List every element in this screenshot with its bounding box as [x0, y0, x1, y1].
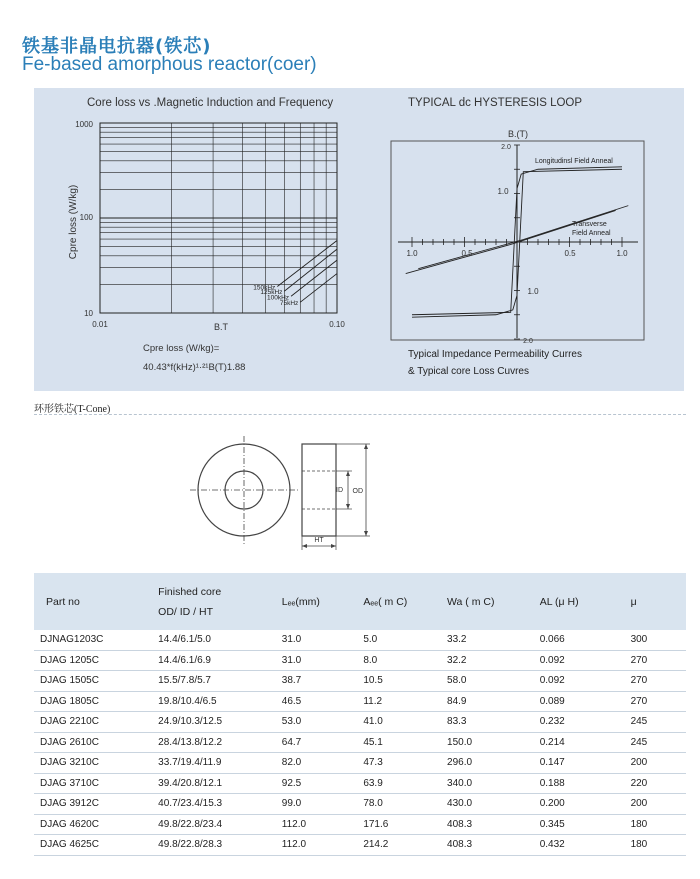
table-cell: 270: [625, 691, 686, 712]
table-cell: 38.7: [276, 671, 358, 692]
table-cell: 39.4/20.8/12.1: [152, 773, 276, 794]
series-label-100kHz: 100kHz: [267, 294, 290, 302]
table-cell: 33.7/19.4/11.9: [152, 753, 276, 774]
table-cell: 40.7/23.4/15.3: [152, 794, 276, 815]
header-wa: Wa ( m C): [441, 573, 534, 630]
header-finished-line-1: Finished core: [158, 585, 222, 598]
table-cell: DJAG 3912C: [34, 794, 152, 815]
table-cell: 83.3: [441, 712, 534, 733]
dim-id-label: ID: [336, 487, 343, 494]
table-header-row: [34, 573, 686, 630]
core-loss-ylabel: Cpre loss (W/kg): [68, 184, 79, 260]
hysteresis-chart: [0, 0, 700, 400]
table-cell: 296.0: [441, 753, 534, 774]
table-row: [34, 814, 686, 835]
table-cell: 15.5/7.8/5.7: [152, 671, 276, 692]
table-cell: 14.4/6.1/5.0: [152, 630, 276, 650]
table-row: [34, 732, 686, 753]
table-row: [34, 671, 686, 692]
table-cell: 64.7: [276, 732, 358, 753]
table-cell: DJAG 3210C: [34, 753, 152, 774]
table-cell: 245: [625, 732, 686, 753]
dim-ht-label: HT: [314, 537, 324, 544]
table-cell: 0.066: [534, 630, 625, 650]
table-cell: 0.089: [534, 691, 625, 712]
header-finished-line-2: OD/ ID / HT: [158, 605, 214, 618]
table-cell: 180: [625, 835, 686, 856]
table-cell: 41.0: [357, 712, 441, 733]
header-finished-core: [152, 573, 276, 630]
table-cell: 82.0: [276, 753, 358, 774]
y-tick-100: 100: [79, 213, 93, 222]
hy-x-left: 1.0: [406, 249, 418, 258]
table-cell: 300: [625, 630, 686, 650]
table-cell: 28.4/13.8/12.2: [152, 732, 276, 753]
table-cell: 0.092: [534, 671, 625, 692]
hy-x-left-mid: 0.5: [461, 249, 473, 258]
table-cell: 245: [625, 712, 686, 733]
hysteresis-chart-title: TYPICAL dc HYSTERESIS LOOP: [408, 97, 583, 109]
table-cell: 32.2: [441, 650, 534, 671]
table-cell: 49.8/22.8/28.3: [152, 835, 276, 856]
table-cell: 14.4/6.1/6.9: [152, 650, 276, 671]
table-row: [34, 753, 686, 774]
table-cell: DJAG 4620C: [34, 814, 152, 835]
table-cell: DJNAG1203C: [34, 630, 152, 650]
table-cell: 63.9: [357, 773, 441, 794]
table-cell: 214.2: [357, 835, 441, 856]
page-title-english: Fe-based amorphous reactor(coer): [22, 54, 317, 75]
table-cell: 0.345: [534, 814, 625, 835]
table-cell: DJAG 2210C: [34, 712, 152, 733]
table-cell: 0.092: [534, 650, 625, 671]
page-title-chinese: 铁基非晶电抗器(铁芯): [22, 36, 212, 57]
table-cell: 24.9/10.3/12.5: [152, 712, 276, 733]
table-row: [34, 794, 686, 815]
table-cell: 31.0: [276, 630, 358, 650]
table-cell: 180: [625, 814, 686, 835]
table-cell: 47.3: [357, 753, 441, 774]
x-tick-0.10: 0.10: [329, 320, 345, 329]
y-tick-1000: 1000: [75, 120, 93, 129]
table-cell: 33.2: [441, 630, 534, 650]
table-row: [34, 691, 686, 712]
table-cell: 200: [625, 794, 686, 815]
header-mu: μ: [625, 573, 686, 630]
table-cell: 0.232: [534, 712, 625, 733]
table-cell: 430.0: [441, 794, 534, 815]
hysteresis-caption-2: & Typical core Loss Cuvres: [408, 366, 529, 377]
table-row: [34, 630, 686, 650]
table-cell: 10.5: [357, 671, 441, 692]
table-cell: 99.0: [276, 794, 358, 815]
table-cell: 0.200: [534, 794, 625, 815]
series-label-75kHz: 75kHz: [279, 300, 299, 308]
table-cell: 340.0: [441, 773, 534, 794]
table-cell: 5.0: [357, 630, 441, 650]
table-cell: 270: [625, 650, 686, 671]
x-tick-0.01: 0.01: [92, 320, 108, 329]
table-cell: DJAG 4625C: [34, 835, 152, 856]
section-divider: [34, 414, 686, 415]
hy-y-top: 2.0: [501, 144, 511, 151]
header-lfe: Lₑₑ(mm): [276, 573, 358, 630]
table-cell: 78.0: [357, 794, 441, 815]
parts-table: [34, 573, 686, 856]
toroid-section-label: 环形铁芯(T-Cone): [34, 404, 111, 415]
hysteresis-caption-1: Typical Impedance Permeability Curres: [408, 349, 582, 360]
parts-table-body: [34, 630, 686, 855]
table-cell: 270: [625, 671, 686, 692]
table-row: [34, 712, 686, 733]
table-cell: 200: [625, 753, 686, 774]
hy-y-lower: 1.0: [527, 287, 539, 296]
table-row: [34, 650, 686, 671]
table-cell: 53.0: [276, 712, 358, 733]
table-cell: 0.147: [534, 753, 625, 774]
table-cell: DJAG 1505C: [34, 671, 152, 692]
y-tick-10: 10: [84, 309, 93, 318]
table-cell: 92.5: [276, 773, 358, 794]
table-cell: 171.6: [357, 814, 441, 835]
table-cell: 49.8/22.8/23.4: [152, 814, 276, 835]
formula-line-1: Cpre loss (W/kg)=: [143, 343, 220, 354]
table-cell: DJAG 1805C: [34, 691, 152, 712]
series-label-150kHz: 150kHz: [253, 284, 276, 292]
annotation-transverse-1: Transverse: [572, 221, 607, 228]
core-loss-chart-title: Core loss vs .Magnetic Induction and Frequency: [87, 97, 334, 109]
formula-line-2: 40.43*f(kHz)¹·²¹B(T)1.88: [143, 362, 246, 373]
hy-y-bottom: 2.0: [523, 338, 533, 345]
table-cell: 408.3: [441, 835, 534, 856]
table-cell: 58.0: [441, 671, 534, 692]
hy-x-right-mid: 0.5: [564, 249, 576, 258]
core-loss-xlabel: B.T: [213, 322, 229, 332]
table-cell: 0.214: [534, 732, 625, 753]
annotation-longitudinal: Longitudinsl Field Anneal: [535, 158, 613, 165]
table-cell: 220: [625, 773, 686, 794]
table-cell: 45.1: [357, 732, 441, 753]
table-cell: 11.2: [357, 691, 441, 712]
table-cell: 19.8/10.4/6.5: [152, 691, 276, 712]
table-cell: 84.9: [441, 691, 534, 712]
hysteresis-axis-label: B.(T): [508, 129, 528, 139]
hy-y-upper: 1.0: [497, 187, 509, 196]
table-cell: 0.432: [534, 835, 625, 856]
table-cell: DJAG 1205C: [34, 650, 152, 671]
series-transverse-branch-1: [418, 206, 628, 269]
annotation-transverse-2: Field Anneal: [572, 230, 611, 237]
header-afe: Aₑₑ( m C): [357, 573, 441, 630]
toroid-core-drawing: [190, 430, 390, 560]
table-cell: 8.0: [357, 650, 441, 671]
table-cell: 31.0: [276, 650, 358, 671]
table-cell: DJAG 3710C: [34, 773, 152, 794]
table-cell: 150.0: [441, 732, 534, 753]
series-label-125kHz: 125kHz: [260, 289, 283, 297]
header-al: AL (μ H): [534, 573, 625, 630]
table-cell: 46.5: [276, 691, 358, 712]
toroid-outer-circle: [198, 444, 290, 536]
header-part-no: Part no: [34, 573, 152, 630]
table-cell: 112.0: [276, 835, 358, 856]
hy-x-right: 1.0: [616, 249, 628, 258]
table-cell: 112.0: [276, 814, 358, 835]
table-row: [34, 773, 686, 794]
toroid-side-view: [302, 444, 336, 536]
table-row: [34, 835, 686, 856]
table-cell: DJAG 2610C: [34, 732, 152, 753]
table-cell: 408.3: [441, 814, 534, 835]
dim-od-label: OD: [352, 488, 363, 495]
table-cell: 0.188: [534, 773, 625, 794]
